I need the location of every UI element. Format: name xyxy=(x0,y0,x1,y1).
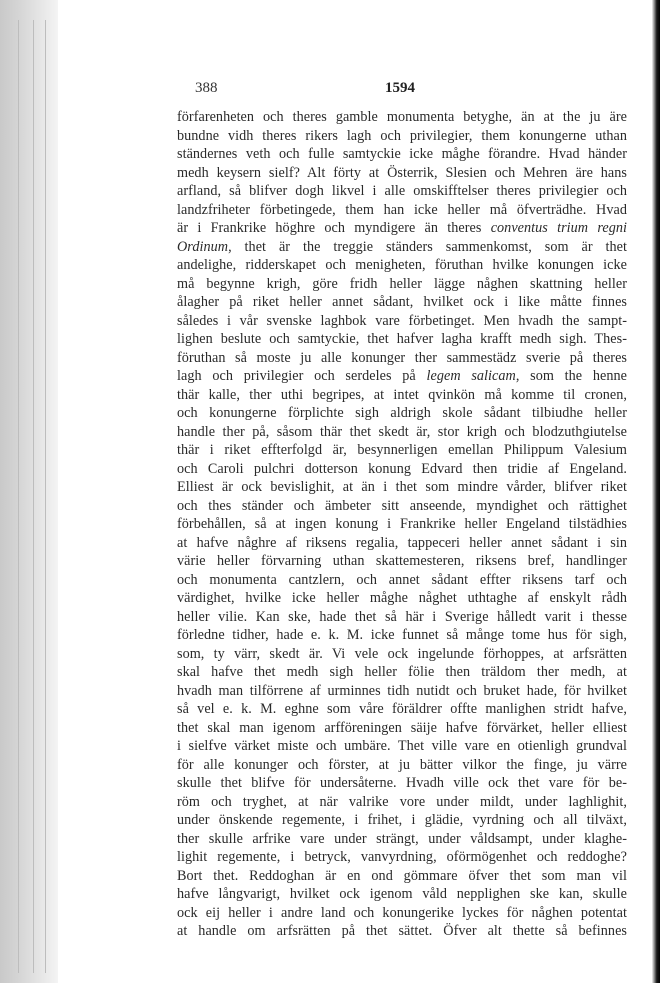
text-line xyxy=(177,663,627,682)
text-run: så vel e. k. M. eghne som våre föräldrer offte manlighen stridt hafve, xyxy=(177,701,627,717)
text-run: Bort thet. Reddoghan är en ond gömmare öfver thet som man vil xyxy=(177,867,627,884)
text-line xyxy=(177,330,627,349)
text-line xyxy=(177,737,627,756)
text-run: ock eij heller i andre land och konungerike lyckes för någhen potentat xyxy=(177,904,627,921)
text-line xyxy=(177,108,627,127)
text-line xyxy=(177,589,627,608)
text-run: och monumenta cantzlern, och annet sådant effter riksens tarf och xyxy=(177,571,627,588)
text-line xyxy=(177,201,627,220)
text-line xyxy=(177,515,627,534)
text-run: thet skal man igenom arfföreningen säije hafve förvärket, heller elliest xyxy=(177,719,627,736)
text-run: hafve långvarigt, hvilket ock igenom våld nepplighen ske kan, skulle xyxy=(177,886,627,902)
text-line xyxy=(177,238,627,257)
text-run: thär kalle, ther uthi begripes, at intet qvinkön må komme til cronen, xyxy=(177,386,627,403)
text-run: och thes ständer och ämbeter sitt anseende, myndighet och rättighet xyxy=(177,497,627,514)
text-run: förledne tidher, hade e. k. M. icke funnet så månge tome hus för sigh, xyxy=(177,627,627,643)
text-run: at hafve någhre af riksens regalia, tappeceri heller annet sådant i sin xyxy=(177,534,627,551)
text-line xyxy=(177,404,627,423)
page-header xyxy=(195,80,440,100)
text-line xyxy=(177,700,627,719)
text-line xyxy=(177,534,627,553)
text-line xyxy=(177,367,627,386)
text-line xyxy=(177,904,627,923)
text-run: under önskende regemente, i frihet, i glädie, vyrdning och all tilväxt, xyxy=(177,812,627,828)
text-run: röm och tryghet, at när valrike vore under mildt, under laghlighit, xyxy=(177,793,627,810)
text-line xyxy=(177,793,627,812)
text-line xyxy=(177,349,627,368)
text-line xyxy=(177,811,627,830)
text-line xyxy=(177,127,627,146)
text-line xyxy=(177,867,627,886)
text-run: handle ther på, såsom thär thet skedt är, stor krigh och blodzuthgiutelse xyxy=(177,423,627,440)
text-run: andelighe, ridderskapet och menigheten, föruthan hvilke konungen icke xyxy=(177,257,627,273)
text-run: föruthan så moste ju alle konunger ther sammestädz sverie på theres xyxy=(177,349,627,366)
text-line xyxy=(177,848,627,867)
body-text xyxy=(177,108,627,941)
text-line xyxy=(177,608,627,627)
page-edge xyxy=(652,0,660,983)
text-line xyxy=(177,312,627,331)
text-run: at handle om arfsrätten på thet sättet. Öfver alt thette så befinnes xyxy=(177,923,627,939)
text-line xyxy=(177,756,627,775)
text-run: ständernes veth och fulle samtyckie icke måghe förandre. Hvad händer xyxy=(177,146,627,162)
text-run: Elliest är ock bevislighit, at än i thet som mindre vårder, blifver riket xyxy=(177,479,627,495)
text-run: värie heller förvarning uthan skattemesteren, riksens bref, handlinger xyxy=(177,553,627,569)
binding-line xyxy=(18,20,19,973)
text-run: ålagher på riket heller annet sådant, hvilket ock i like måtte finnes xyxy=(177,294,627,310)
text-line xyxy=(177,145,627,164)
text-run: heller vilie. Kan ske, hade thet så här i Sverige hålledt varit i thesse xyxy=(177,608,627,625)
book-binding-shadow xyxy=(0,0,58,983)
text-run: förfarenheten och theres gamble monumenta betyghe, än at the ju äre xyxy=(177,109,627,125)
text-run: lighen beslute och samtyckie, thet hafver lagha krafft medh sigh. Thes- xyxy=(177,331,627,347)
text-run: således i vår svenske laghbok vare förbetinget. Men hvadh the sampt- xyxy=(177,312,627,329)
italic-phrase: Ordinum xyxy=(177,238,229,255)
text-run: värdighet, hvilke icke heller måghe någhet uthtaghe af enskylt rådh xyxy=(177,590,627,606)
text-line xyxy=(177,922,627,941)
text-line xyxy=(177,719,627,738)
text-line xyxy=(177,571,627,590)
text-line xyxy=(177,386,627,405)
text-run: , som the henne xyxy=(515,368,627,384)
text-run: som, ty värr, skedt är. Vi vele ock ingelunde förhoppes, at arfsrätten xyxy=(177,645,627,662)
text-line xyxy=(177,774,627,793)
text-run: är i Frankrike höghre och myndigere än theres xyxy=(177,220,491,236)
text-run: och konungerne förplichte sigh aldrigh skole sådant tilbiudhe heller xyxy=(177,405,627,421)
text-run: skulle thet blifve för undersåterne. Hvadh ville ock thet vare för be- xyxy=(177,775,627,791)
text-line xyxy=(177,645,627,664)
page-number: 388 xyxy=(195,80,218,96)
text-line xyxy=(177,293,627,312)
text-line xyxy=(177,256,627,275)
text-run: ther skulle arfrike vare under strängt, under våldsampt, under klaghe- xyxy=(177,830,627,847)
running-head-year: 1594 xyxy=(385,80,415,96)
italic-phrase: legem salicam xyxy=(426,368,516,384)
text-run: i sielfve värket miste och umbäre. Thet ville vare en otienligh grundval xyxy=(177,738,627,754)
text-line xyxy=(177,441,627,460)
text-run: förbehållen, så at ingen konung i Frankrike heller Engeland tilstädhies xyxy=(177,516,627,532)
text-run: landzfriheter förbetingede, them han icke heller må öfverträdhe. Hvad xyxy=(177,201,627,218)
text-run: arfland, så blifver dogh likvel i alle omskifftelser theres privilegier och xyxy=(177,183,627,199)
text-line xyxy=(177,164,627,183)
text-run: lighit regemente, i betryck, vanvyrdning, oförmögenhet och reddoghe? xyxy=(177,849,627,865)
text-line xyxy=(177,219,627,238)
text-run: och Caroli pulchri dotterson konung Edvard then tridie af Engeland. xyxy=(177,460,627,477)
text-run: skal hafve thet medh sigh heller fölie then träldom ther medh, at xyxy=(177,664,627,680)
text-run: medh keysern sielf? Alt förty at Österrik, Slesien och Mehren äre hans xyxy=(177,164,627,181)
text-run: hvadh man tilförrene af urminnes tidh nutidt och bruket hade, för hvilket xyxy=(177,682,627,699)
text-line xyxy=(177,478,627,497)
text-run: thär i riket effterfolgd är, besynnerligen emellan Philippum Valesium xyxy=(177,442,627,458)
text-run: lagh och privilegier och serdeles på xyxy=(177,368,427,384)
text-run: må begynne krigh, göre fridh heller lägge någhen skattning heller xyxy=(177,275,627,292)
text-run: bundne vidh theres rikers lagh och privilegier, them konungerne uthan xyxy=(177,127,627,144)
text-line xyxy=(177,460,627,479)
text-line xyxy=(177,682,627,701)
text-line xyxy=(177,626,627,645)
text-line xyxy=(177,830,627,849)
text-run: för alle konunger och förster, at ju bätter vilkor the finge, ju värre xyxy=(177,756,627,773)
italic-phrase: conventus trium regni xyxy=(490,220,627,236)
text-line xyxy=(177,552,627,571)
binding-line xyxy=(33,20,34,973)
text-line xyxy=(177,885,627,904)
text-line xyxy=(177,497,627,516)
text-run: , thet är the treggie ständers sammenkomst, som är thet xyxy=(228,238,627,255)
text-line xyxy=(177,423,627,442)
binding-line xyxy=(45,20,46,973)
text-line xyxy=(177,182,627,201)
text-line xyxy=(177,275,627,294)
